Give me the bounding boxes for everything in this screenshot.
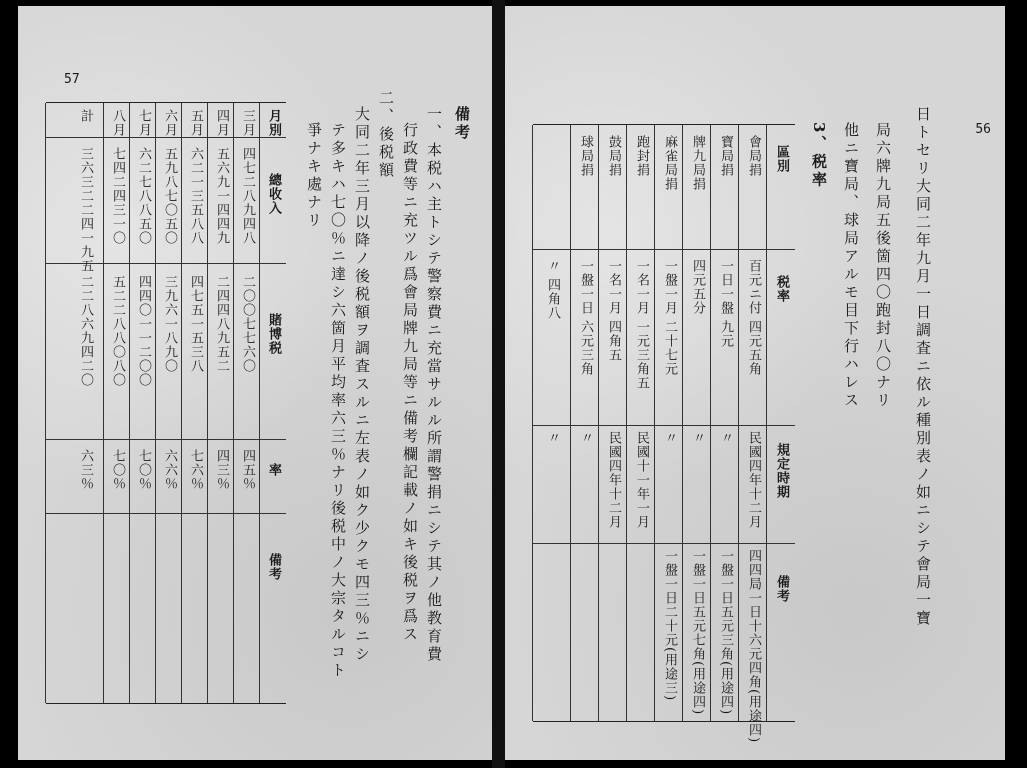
table-row: 麻雀局捐 一盤一月 二十七元 〃 一盤一日二十元(用途三) bbox=[654, 125, 683, 721]
remarks-line: 一、本税ハ主トシテ警察費ニ充當サルル所謂警捐ニシテ其ノ他教育費 bbox=[425, 106, 443, 664]
book-gutter bbox=[492, 0, 505, 768]
table-row-total: 計 三六三二二四一九五 二二八六九四二〇 六三％ bbox=[45, 103, 104, 703]
table-header-column: 區別 税率 規定時期 備考 bbox=[766, 125, 795, 721]
remarks-line: 二、後税額 bbox=[377, 90, 395, 180]
table-row: 會局捐 百元ニ付 四元五角 民國四年十二月 四四局一日十六元四角(用途四) bbox=[738, 125, 767, 721]
remarks-line: 大同二年三月以降ノ後税額ヲ調査スルニ左表ノ如ク少クモ四三％ニシ bbox=[353, 106, 371, 664]
page-number: 56 bbox=[975, 122, 991, 137]
remarks-heading: 備考 bbox=[453, 106, 471, 142]
intro-line: 局六牌九局五後箇四〇跑封八〇ナリ bbox=[874, 122, 892, 410]
table-row: 牌九局捐 四元五分 〃 一盤一日五元七角(用途四) bbox=[682, 125, 711, 721]
right-page bbox=[505, 6, 1005, 760]
intro-line: 他ニ寶局、球局アルモ目下行ハレス bbox=[842, 122, 860, 410]
table-row: 四月 五六九一四四九 二四四八九五二 四三％ bbox=[207, 103, 234, 703]
table-row: 七月 六二七八八五〇 四四〇一一二〇〇 七〇％ bbox=[129, 103, 156, 703]
table-row: 跑封捐 一名一月 一元三角五 民國十一年一月 bbox=[626, 125, 655, 721]
table-row: 五月 六二一三五八八 四七五一五三八 七六％ bbox=[181, 103, 208, 703]
remarks-line: 爭ナキ處ナリ bbox=[305, 122, 323, 230]
table-row: 六月 五九八七〇五〇 三九六一八九〇 六六％ bbox=[155, 103, 182, 703]
remarks-line: 行政費等ニ充ツル爲會局牌九局等ニ備考欄記載ノ如キ後税ヲ爲ス bbox=[401, 122, 419, 644]
remarks-line: テ多キハ七〇％ニ達シ六箇月平均率六三％ナリ後税中ノ大宗タルコト bbox=[329, 122, 347, 680]
tax-rate-table bbox=[533, 124, 795, 744]
section-heading: 3、税率 bbox=[810, 122, 828, 190]
tax-revenue-table bbox=[46, 102, 286, 704]
table-row: 八月 七四二四三一〇 五二二八八〇八〇 七〇％ bbox=[103, 103, 130, 703]
table-row: 〃 四角八 〃 bbox=[532, 125, 571, 721]
left-page bbox=[18, 6, 492, 760]
intro-line: 日トセリ大同二年九月一日調査ニ依ル種別表ノ如ニシテ會局一寶 bbox=[914, 106, 932, 628]
page-number: 57 bbox=[64, 72, 80, 87]
table-row: 球局捐 一盤一日 六元三角 〃 bbox=[570, 125, 599, 721]
table-row: 鼓局捐 一名一月 四角五 民國四年十二月 bbox=[598, 125, 627, 721]
table-row: 三月 四七二八九四八 二〇〇七七六〇 四五％ bbox=[233, 103, 260, 703]
table-header-column: 月別 總收入 賭博税 率 備考 bbox=[259, 103, 286, 703]
table-row: 寶局捐 一日一盤 九元 〃 一盤一日五元三角(用途四) bbox=[710, 125, 739, 721]
